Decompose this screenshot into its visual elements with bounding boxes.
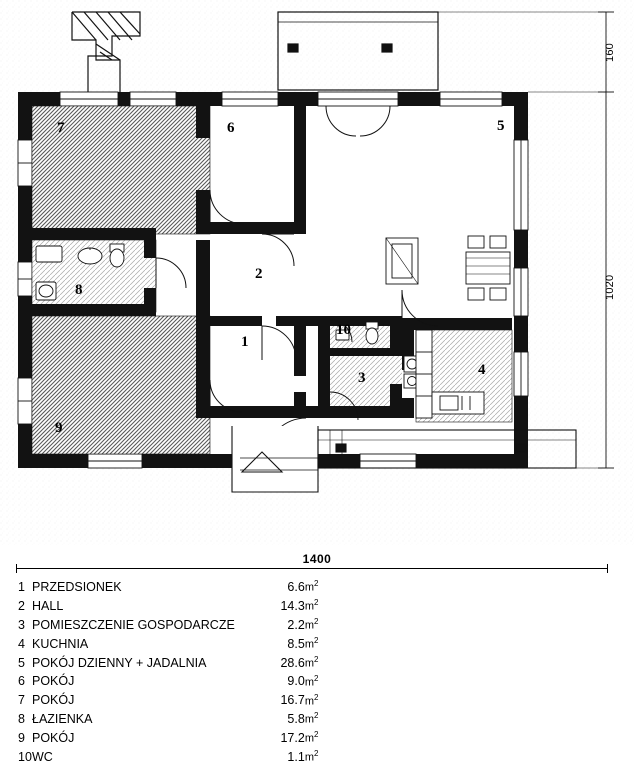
legend-row bbox=[18, 654, 331, 673]
legend-unit: $m^2$ bbox=[304, 730, 319, 745]
legend-unit: $m^2$ bbox=[304, 749, 319, 764]
legend-area: 28.6 bbox=[280, 655, 305, 670]
room-number-6: 6 bbox=[227, 120, 235, 136]
legend-unit: $m^2$ bbox=[304, 711, 319, 727]
legend-row bbox=[18, 729, 331, 748]
legend-row bbox=[18, 597, 331, 616]
legend-num: 7 bbox=[18, 693, 25, 708]
legend-unit: $m^2$ bbox=[304, 654, 319, 670]
room-number-3: 3 bbox=[358, 370, 366, 386]
legend-area: 1.1 bbox=[287, 749, 305, 764]
legend-row bbox=[18, 616, 331, 635]
legend-num: 2 bbox=[18, 598, 25, 613]
dimension-label-top: 160 bbox=[604, 43, 616, 62]
legend-row bbox=[18, 691, 331, 710]
legend-unit: $m^2$ bbox=[304, 635, 319, 651]
legend-area: 16.7 bbox=[280, 693, 305, 708]
legend-row bbox=[18, 710, 331, 729]
legend-name: HALL bbox=[32, 598, 64, 613]
legend-unit: $m^2$ bbox=[304, 673, 319, 689]
room-number-2: 2 bbox=[255, 266, 263, 282]
legend-area: 14.3 bbox=[280, 598, 305, 613]
dimension-label-height: 1020 bbox=[604, 274, 616, 300]
dimension-label-width: 1400 bbox=[302, 552, 332, 566]
legend-name: POKÓJ bbox=[32, 731, 75, 745]
legend-area: 17.2 bbox=[280, 731, 305, 745]
legend-row bbox=[18, 635, 331, 654]
legend-name: POKÓJ DZIENNY + JADALNIA bbox=[32, 655, 207, 670]
legend-num: 6 bbox=[18, 674, 25, 689]
legend-name: WC bbox=[32, 749, 53, 764]
room-number-1: 1 bbox=[241, 334, 249, 350]
legend-row bbox=[18, 578, 331, 597]
legend-name: PRZEDSIONEK bbox=[32, 580, 122, 594]
width-tick-right bbox=[607, 564, 608, 573]
south-entry-steps bbox=[232, 426, 318, 492]
legend-num: 4 bbox=[18, 636, 25, 651]
room-number-8: 8 bbox=[75, 282, 83, 298]
legend-area: 6.6 bbox=[287, 580, 305, 594]
width-tick-left bbox=[16, 564, 17, 573]
room-number-7: 7 bbox=[57, 120, 65, 136]
room-number-9: 9 bbox=[55, 420, 63, 436]
legend-name: ŁAZIENKA bbox=[32, 712, 93, 727]
legend-area: 2.2 bbox=[287, 617, 305, 632]
legend-area: 8.5 bbox=[287, 636, 305, 651]
legend-unit: $m^2$ bbox=[304, 617, 319, 632]
legend-num: 5 bbox=[18, 655, 25, 670]
legend-name: POKÓJ bbox=[32, 674, 75, 689]
legend-name: POKÓJ bbox=[32, 693, 75, 708]
legend-unit: $m^2$ bbox=[304, 692, 319, 708]
legend-row bbox=[18, 672, 331, 691]
legend-unit: $m^2$ bbox=[304, 598, 319, 613]
legend-unit: $m^2$ bbox=[304, 579, 319, 594]
room-number-5: 5 bbox=[497, 118, 505, 134]
legend-num: 3 bbox=[18, 617, 25, 632]
legend-name: POMIESZCZENIE GOSPODARCZE bbox=[32, 617, 235, 632]
room-number-4: 4 bbox=[478, 362, 486, 378]
legend-area: 5.8 bbox=[287, 712, 305, 727]
legend-num: 8 bbox=[18, 712, 25, 727]
legend-row bbox=[18, 748, 331, 767]
legend-name: KUCHNIA bbox=[32, 636, 89, 651]
legend-num: 1 bbox=[18, 580, 25, 594]
legend-num: 10 bbox=[18, 749, 32, 764]
legend-panel bbox=[0, 548, 634, 764]
legend-area: 9.0 bbox=[287, 674, 305, 689]
room-number-10: 10 bbox=[336, 322, 351, 338]
room-legend-table bbox=[18, 578, 331, 767]
width-dimension-line bbox=[16, 568, 608, 569]
legend-num: 9 bbox=[18, 731, 25, 745]
